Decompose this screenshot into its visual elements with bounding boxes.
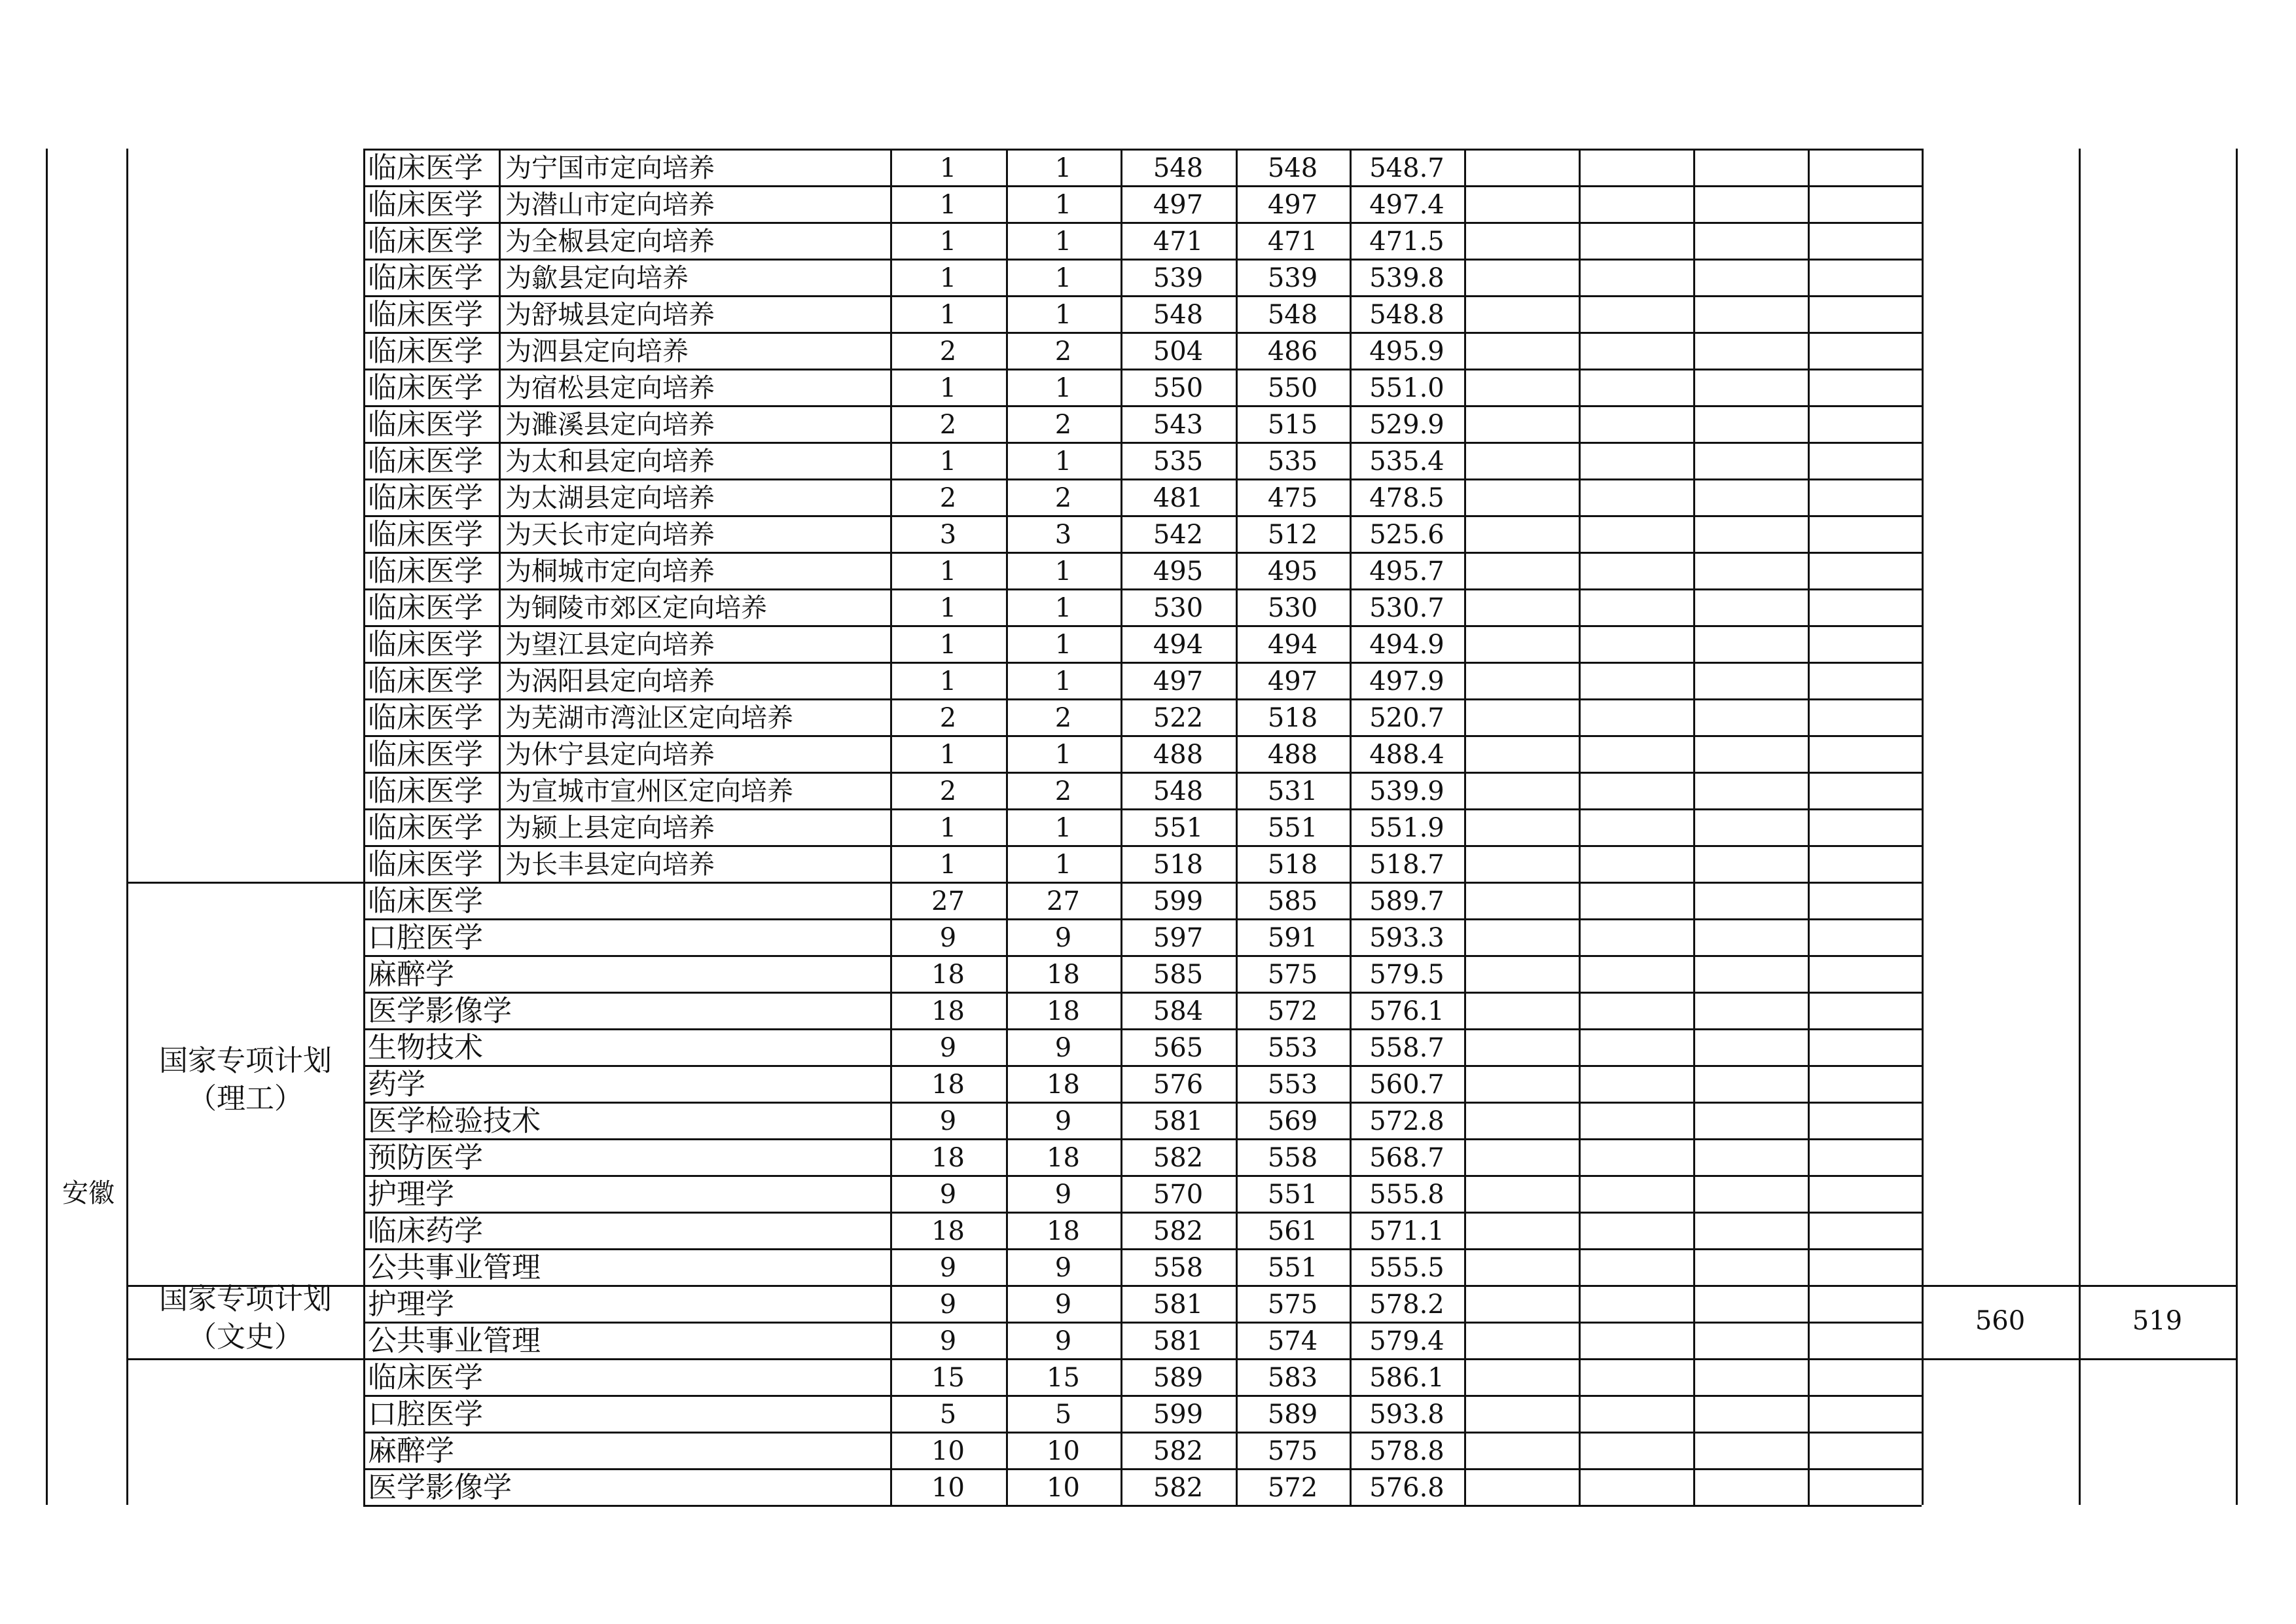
min-cell: 558	[1267, 1143, 1318, 1173]
major-cell: 临床医学	[368, 371, 483, 405]
avg-cell: 576.8	[1369, 1473, 1444, 1503]
avg-cell: 578.2	[1369, 1290, 1444, 1320]
min-cell: 530	[1267, 593, 1318, 623]
admit-cell: 18	[1047, 1216, 1080, 1246]
max-cell: 497	[1153, 666, 1204, 696]
min-cell: 551	[1267, 1180, 1318, 1210]
note-cell: 为长丰县定向培养	[505, 850, 715, 880]
min-cell: 486	[1267, 336, 1318, 367]
rule-c6	[2079, 149, 2081, 1505]
min-cell: 497	[1267, 666, 1318, 696]
avg-cell: 579.5	[1369, 960, 1444, 990]
avg-cell: 525.6	[1369, 520, 1444, 550]
plan-cell: 1	[939, 446, 957, 477]
note-cell: 为芜湖市湾沚区定向培养	[505, 703, 793, 733]
min-cell: 569	[1267, 1106, 1318, 1136]
plan-cell: 2	[939, 703, 957, 733]
max-cell: 504	[1153, 336, 1204, 367]
max-cell: 584	[1153, 996, 1204, 1026]
admit-cell: 1	[1054, 593, 1072, 623]
rule-major	[363, 149, 365, 1505]
plan-cell: 2	[939, 336, 957, 367]
max-cell: 535	[1153, 446, 1204, 477]
major-cell: 临床医学	[368, 151, 483, 185]
min-cell: 551	[1267, 813, 1318, 843]
note-cell: 为桐城市定向培养	[505, 556, 715, 586]
max-cell: 543	[1153, 410, 1204, 440]
admit-cell: 10	[1047, 1473, 1080, 1503]
avg-cell: 579.4	[1369, 1326, 1444, 1356]
max-cell: 582	[1153, 1436, 1204, 1466]
plan-cell: 10	[931, 1473, 965, 1503]
major-cell: 临床医学	[368, 848, 483, 881]
admit-cell: 2	[1054, 410, 1072, 440]
category-science-line1: 国家专项计划	[159, 1044, 332, 1077]
avg-cell: 593.3	[1369, 923, 1444, 953]
avg-cell: 539.8	[1369, 263, 1444, 293]
max-cell: 495	[1153, 556, 1204, 586]
category-science-line2: （理工）	[188, 1082, 303, 1115]
max-cell: 558	[1153, 1253, 1204, 1283]
avg-cell: 572.8	[1369, 1106, 1444, 1136]
plan-cell: 1	[939, 556, 957, 586]
major-cell: 临床医学	[368, 188, 483, 221]
admit-cell: 1	[1054, 446, 1072, 477]
avg-cell: 495.7	[1369, 556, 1444, 586]
rule-c1	[1464, 149, 1466, 1505]
plan-cell: 1	[939, 630, 957, 660]
rule-province	[126, 149, 128, 1505]
major-cell: 临床医学	[368, 225, 483, 258]
min-cell: 488	[1267, 740, 1318, 770]
min-cell: 583	[1267, 1363, 1318, 1393]
plan-cell: 9	[939, 1253, 957, 1283]
min-cell: 535	[1267, 446, 1318, 477]
major-cell: 临床药学	[368, 1214, 483, 1248]
admit-cell: 15	[1047, 1363, 1080, 1393]
avg-cell: 488.4	[1369, 740, 1444, 770]
admit-cell: 2	[1054, 336, 1072, 367]
major-cell: 临床医学	[368, 774, 483, 808]
max-cell: 581	[1153, 1106, 1204, 1136]
max-cell: 599	[1153, 886, 1204, 916]
rule-c3	[1693, 149, 1695, 1505]
avg-cell: 586.1	[1369, 1363, 1444, 1393]
max-cell: 582	[1153, 1143, 1204, 1173]
max-cell: 530	[1153, 593, 1204, 623]
min-cell: 471	[1267, 226, 1318, 257]
rule-category-bottom	[126, 1358, 363, 1360]
min-cell: 589	[1267, 1399, 1318, 1430]
plan-cell: 27	[931, 886, 965, 916]
max-cell: 548	[1153, 776, 1204, 806]
min-cell: 575	[1267, 1290, 1318, 1320]
max-cell: 481	[1153, 483, 1204, 513]
rule-side-top	[1922, 1285, 2236, 1287]
plan-cell: 9	[939, 923, 957, 953]
plan-cell: 10	[931, 1436, 965, 1466]
note-cell: 为天长市定向培养	[505, 520, 715, 550]
plan-cell: 1	[939, 593, 957, 623]
avg-cell: 555.8	[1369, 1180, 1444, 1210]
note-cell: 为泗县定向培养	[505, 336, 689, 367]
plan-cell: 9	[939, 1326, 957, 1356]
major-cell: 临床医学	[368, 701, 483, 734]
major-cell: 临床医学	[368, 628, 483, 661]
major-cell: 护理学	[368, 1178, 454, 1211]
admit-cell: 18	[1047, 960, 1080, 990]
avg-cell: 495.9	[1369, 336, 1444, 367]
max-cell: 488	[1153, 740, 1204, 770]
plan-cell: 2	[939, 776, 957, 806]
admit-cell: 9	[1054, 1326, 1072, 1356]
max-cell: 539	[1153, 263, 1204, 293]
admit-cell: 27	[1047, 886, 1080, 916]
max-cell: 548	[1153, 300, 1204, 330]
plan-cell: 9	[939, 1033, 957, 1063]
major-cell: 临床医学	[368, 664, 483, 698]
min-cell: 494	[1267, 630, 1318, 660]
avg-cell: 497.9	[1369, 666, 1444, 696]
admit-cell: 9	[1054, 1033, 1072, 1063]
plan-cell: 2	[939, 483, 957, 513]
admit-cell: 18	[1047, 996, 1080, 1026]
admit-cell: 1	[1054, 226, 1072, 257]
control-line-a: 560	[1975, 1306, 2026, 1336]
category-arts-line1: 国家专项计划	[159, 1282, 332, 1316]
avg-cell: 560.7	[1369, 1070, 1444, 1100]
note-cell: 为宿松县定向培养	[505, 373, 715, 403]
admit-cell: 9	[1054, 1106, 1072, 1136]
avg-cell: 535.4	[1369, 446, 1444, 477]
min-cell: 553	[1267, 1070, 1318, 1100]
plan-cell: 1	[939, 740, 957, 770]
note-cell: 为太湖县定向培养	[505, 483, 715, 513]
avg-cell: 555.5	[1369, 1253, 1444, 1283]
major-cell: 预防医学	[368, 1141, 483, 1174]
plan-cell: 1	[939, 226, 957, 257]
major-cell: 临床医学	[368, 481, 483, 514]
max-cell: 597	[1153, 923, 1204, 953]
avg-cell: 548.8	[1369, 300, 1444, 330]
avg-cell: 478.5	[1369, 483, 1444, 513]
major-cell: 临床医学	[368, 298, 483, 331]
admit-cell: 1	[1054, 850, 1072, 880]
max-cell: 581	[1153, 1326, 1204, 1356]
note-cell: 为全椒县定向培养	[505, 226, 715, 257]
admit-cell: 1	[1054, 373, 1072, 403]
avg-cell: 576.1	[1369, 996, 1444, 1026]
admit-cell: 1	[1054, 153, 1072, 183]
rule-side-bottom	[1922, 1358, 2236, 1360]
plan-cell: 18	[931, 960, 965, 990]
avg-cell: 471.5	[1369, 226, 1444, 257]
major-cell: 麻醉学	[368, 1434, 454, 1468]
major-cell: 临床医学	[368, 518, 483, 551]
max-cell: 582	[1153, 1473, 1204, 1503]
plan-cell: 3	[939, 520, 957, 550]
avg-cell: 497.4	[1369, 190, 1444, 220]
avg-cell: 593.8	[1369, 1399, 1444, 1430]
major-cell: 公共事业管理	[368, 1251, 541, 1284]
note-cell: 为颍上县定向培养	[505, 813, 715, 843]
max-cell: 585	[1153, 960, 1204, 990]
max-cell: 494	[1153, 630, 1204, 660]
plan-cell: 9	[939, 1180, 957, 1210]
rule-category-top	[126, 882, 363, 884]
min-cell: 572	[1267, 1473, 1318, 1503]
min-cell: 548	[1267, 153, 1318, 183]
major-cell: 临床医学	[368, 591, 483, 624]
plan-cell: 2	[939, 410, 957, 440]
min-cell: 518	[1267, 850, 1318, 880]
plan-cell: 1	[939, 190, 957, 220]
major-cell: 公共事业管理	[368, 1324, 541, 1358]
plan-cell: 1	[939, 263, 957, 293]
max-cell: 522	[1153, 703, 1204, 733]
min-cell: 585	[1267, 886, 1318, 916]
max-cell: 589	[1153, 1363, 1204, 1393]
min-cell: 574	[1267, 1326, 1318, 1356]
major-cell: 临床医学	[368, 444, 483, 478]
note-cell: 为宁国市定向培养	[505, 153, 715, 183]
admit-cell: 18	[1047, 1070, 1080, 1100]
avg-cell: 494.9	[1369, 630, 1444, 660]
plan-cell: 5	[939, 1399, 957, 1430]
plan-cell: 1	[939, 666, 957, 696]
admit-cell: 18	[1047, 1143, 1080, 1173]
min-cell: 512	[1267, 520, 1318, 550]
note-cell: 为望江县定向培养	[505, 630, 715, 660]
max-cell: 570	[1153, 1180, 1204, 1210]
max-cell: 497	[1153, 190, 1204, 220]
plan-cell: 18	[931, 1070, 965, 1100]
major-cell: 口腔医学	[368, 1398, 483, 1431]
plan-cell: 1	[939, 300, 957, 330]
plan-cell: 9	[939, 1106, 957, 1136]
note-cell: 为涡阳县定向培养	[505, 666, 715, 696]
admit-cell: 1	[1054, 630, 1072, 660]
max-cell: 581	[1153, 1290, 1204, 1320]
category-science-label	[141, 1042, 350, 1118]
admit-cell: 1	[1054, 813, 1072, 843]
province-label: 安徽	[62, 1178, 115, 1208]
min-cell: 575	[1267, 1436, 1318, 1466]
plan-cell: 15	[931, 1363, 965, 1393]
avg-cell: 518.7	[1369, 850, 1444, 880]
max-cell: 565	[1153, 1033, 1204, 1063]
note-cell: 为舒城县定向培养	[505, 300, 715, 330]
plan-cell: 1	[939, 813, 957, 843]
admit-cell: 1	[1054, 263, 1072, 293]
min-cell: 475	[1267, 483, 1318, 513]
admit-cell: 9	[1054, 1180, 1072, 1210]
min-cell: 515	[1267, 410, 1318, 440]
admit-cell: 9	[1054, 923, 1072, 953]
min-cell: 575	[1267, 960, 1318, 990]
avg-cell: 548.7	[1369, 153, 1444, 183]
major-cell: 医学影像学	[368, 1471, 512, 1504]
admit-cell: 1	[1054, 300, 1072, 330]
admit-cell: 9	[1054, 1253, 1072, 1283]
category-arts-line2: （文史）	[188, 1320, 303, 1354]
major-cell: 临床医学	[368, 1361, 483, 1394]
max-cell: 471	[1153, 226, 1204, 257]
min-cell: 539	[1267, 263, 1318, 293]
min-cell: 548	[1267, 300, 1318, 330]
note-cell: 为潜山市定向培养	[505, 190, 715, 220]
note-cell: 为濉溪县定向培养	[505, 410, 715, 440]
avg-cell: 589.7	[1369, 886, 1444, 916]
major-cell: 医学影像学	[368, 994, 512, 1028]
major-cell: 医学检验技术	[368, 1104, 541, 1138]
note-cell: 为铜陵市郊区定向培养	[505, 593, 767, 623]
avg-cell: 530.7	[1369, 593, 1444, 623]
plan-cell: 1	[939, 153, 957, 183]
avg-cell: 558.7	[1369, 1033, 1444, 1063]
max-cell: 576	[1153, 1070, 1204, 1100]
major-cell: 临床医学	[368, 738, 483, 771]
plan-cell: 18	[931, 996, 965, 1026]
min-cell: 572	[1267, 996, 1318, 1026]
avg-cell: 578.8	[1369, 1436, 1444, 1466]
min-cell: 591	[1267, 923, 1318, 953]
avg-cell: 568.7	[1369, 1143, 1444, 1173]
admit-cell: 1	[1054, 740, 1072, 770]
major-cell: 临床医学	[368, 408, 483, 441]
min-cell: 551	[1267, 1253, 1318, 1283]
max-cell: 518	[1153, 850, 1204, 880]
major-cell: 药学	[368, 1068, 425, 1101]
rule-right	[2236, 149, 2238, 1505]
plan-cell: 18	[931, 1143, 965, 1173]
admit-cell: 3	[1054, 520, 1072, 550]
major-cell: 临床医学	[368, 811, 483, 844]
avg-cell: 551.9	[1369, 813, 1444, 843]
max-cell: 542	[1153, 520, 1204, 550]
min-cell: 495	[1267, 556, 1318, 586]
admit-cell: 10	[1047, 1436, 1080, 1466]
avg-cell: 571.1	[1369, 1216, 1444, 1246]
max-cell: 599	[1153, 1399, 1204, 1430]
admit-cell: 2	[1054, 776, 1072, 806]
admit-cell: 1	[1054, 190, 1072, 220]
major-cell: 临床医学	[368, 884, 483, 918]
rule-c4	[1808, 149, 1810, 1505]
major-cell: 麻醉学	[368, 958, 454, 991]
rule-c2	[1579, 149, 1581, 1505]
major-cell: 临床医学	[368, 554, 483, 588]
plan-cell: 1	[939, 850, 957, 880]
min-cell: 553	[1267, 1033, 1318, 1063]
max-cell: 548	[1153, 153, 1204, 183]
major-cell: 临床医学	[368, 334, 483, 368]
admit-cell: 2	[1054, 483, 1072, 513]
max-cell: 550	[1153, 373, 1204, 403]
admit-cell: 1	[1054, 556, 1072, 586]
note-cell: 为歙县定向培养	[505, 263, 689, 293]
avg-cell: 539.9	[1369, 776, 1444, 806]
rule-c5	[1922, 149, 1924, 1505]
avg-cell: 551.0	[1369, 373, 1444, 403]
major-cell: 临床医学	[368, 261, 483, 295]
control-line-b: 519	[2132, 1306, 2183, 1336]
category-arts-label	[141, 1280, 350, 1356]
admit-cell: 2	[1054, 703, 1072, 733]
max-cell: 582	[1153, 1216, 1204, 1246]
major-cell: 生物技术	[368, 1031, 483, 1064]
min-cell: 497	[1267, 190, 1318, 220]
min-cell: 531	[1267, 776, 1318, 806]
plan-cell: 18	[931, 1216, 965, 1246]
rule-left	[46, 149, 48, 1505]
note-cell: 为休宁县定向培养	[505, 740, 715, 770]
max-cell: 551	[1153, 813, 1204, 843]
min-cell: 518	[1267, 703, 1318, 733]
major-cell: 护理学	[368, 1288, 454, 1321]
admit-cell: 9	[1054, 1290, 1072, 1320]
plan-cell: 9	[939, 1290, 957, 1320]
min-cell: 550	[1267, 373, 1318, 403]
avg-cell: 520.7	[1369, 703, 1444, 733]
avg-cell: 529.9	[1369, 410, 1444, 440]
admit-cell: 1	[1054, 666, 1072, 696]
min-cell: 561	[1267, 1216, 1318, 1246]
admit-cell: 5	[1054, 1399, 1072, 1430]
note-cell: 为太和县定向培养	[505, 446, 715, 477]
note-cell: 为宣城市宣州区定向培养	[505, 776, 793, 806]
plan-cell: 1	[939, 373, 957, 403]
major-cell: 口腔医学	[368, 921, 483, 954]
